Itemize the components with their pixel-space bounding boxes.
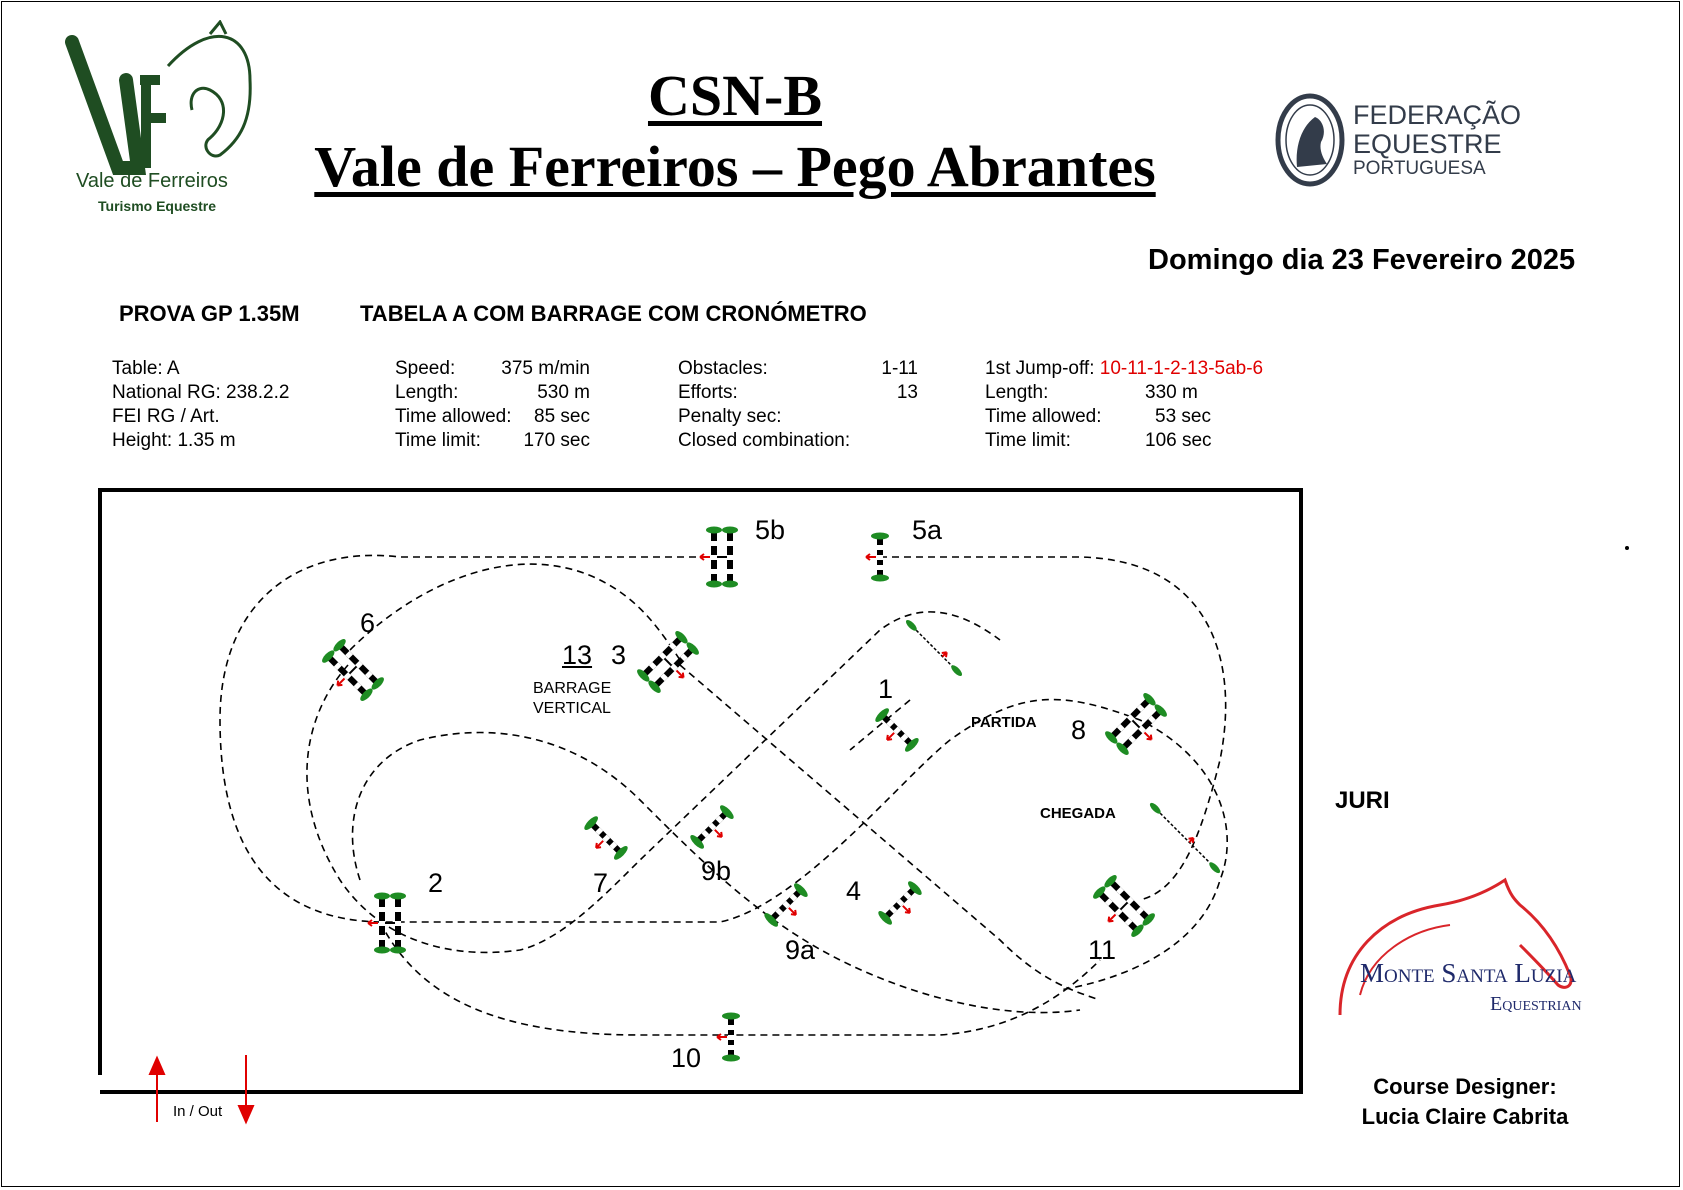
spec-efforts-value: 13 [896,382,918,403]
label-start: PARTIDA [971,714,1037,731]
spec-jumpoff-label: 1st Jump-off: [985,358,1095,379]
obstacle-1 [870,706,921,757]
prova-label: PROVA GP 1.35M [119,301,300,326]
federation-line-3: PORTUGUESA [1353,158,1486,179]
label-obstacle-9b: 9b [701,856,732,886]
spec-obstacles-value: 1-11 [881,358,918,379]
logo-tagline: Turismo Equestre [98,198,216,214]
label-obstacle-1: 1 [878,674,894,704]
obstacle-4 [876,879,927,930]
spec-fei-rg: FEI RG / Art. [112,406,220,427]
spec-time-allowed-label: Time allowed: [395,406,512,427]
label-obstacle-7: 7 [593,868,609,898]
logo-name: Vale de Ferreiros [76,170,228,192]
track-top-left [350,564,680,660]
designer-name: Lucia Claire Cabrita [1361,1104,1569,1129]
spec-efforts-label: Efforts: [678,382,738,403]
label-obstacle-2: 2 [428,868,444,898]
label-in-out: In / Out [173,1103,223,1120]
track-bottom [380,922,1100,1035]
federation-line-2: EQUESTRE [1353,129,1502,159]
label-obstacle-3: 3 [611,640,627,670]
track-start-line [850,700,910,750]
spec-time-limit-label: Time limit: [395,430,481,451]
spec-length-label: Length: [395,382,459,403]
page-title: CSN-B [647,63,823,128]
spec-jo-length-label: Length: [985,382,1049,403]
label-obstacle-11: 11 [1088,935,1117,965]
spec-length-value: 530 m [537,382,590,403]
track-loop-right [880,557,1226,900]
obstacle-9b [688,803,739,854]
sponsor-sub: Equestrian [1490,993,1582,1015]
label-obstacle-5b: 5b [755,515,786,545]
obstacle-2 [368,893,406,954]
federation-line-1: FEDERAÇÃO [1353,100,1522,130]
arrow-out-icon [239,1055,253,1122]
spec-jumpoff-value: 10-11-1-2-13-5ab-6 [1099,358,1264,379]
spec-time-allowed-value: 85 sec [534,406,590,427]
juri-label: JURI [1335,787,1390,814]
label-barrage-number: 13 [562,640,593,670]
designer-title: Course Designer: [1373,1074,1557,1099]
spec-jo-length-value: 330 m [1145,382,1198,403]
label-barrage: BARRAGE [533,680,612,697]
finish-line-marker [1148,799,1224,875]
obstacle-8 [1103,691,1173,761]
spec-speed-label: Speed: [395,358,456,379]
obstacle-11 [1087,873,1157,943]
label-obstacle-10: 10 [671,1043,702,1073]
spec-jo-time-allowed-value: 53 sec [1155,406,1211,427]
event-date: Domingo dia 23 Fevereiro 2025 [1148,244,1576,276]
obstacle-7 [579,814,630,865]
label-obstacle-5a: 5a [912,515,943,545]
spec-time-limit-value: 170 sec [523,430,590,451]
dot-mark [1625,546,1629,550]
obstacle-5b [700,527,738,588]
tabela-label: TABELA A COM BARRAGE COM CRONÓMETRO [360,301,867,326]
obstacle-3 [635,629,705,699]
label-obstacle-6: 6 [360,608,376,638]
label-obstacle-4: 4 [846,876,862,906]
spec-speed-value: 375 m/min [501,358,590,379]
spec-penalty-label: Penalty sec: [678,406,782,427]
label-barrage-vertical: VERTICAL [533,700,611,717]
course-designer [1340,1072,1590,1132]
start-line-marker [904,616,966,678]
page-subtitle: Vale de Ferreiros – Pego Abrantes [314,134,1156,199]
label-finish: CHEGADA [1040,805,1116,822]
spec-obstacles-label: Obstacles: [678,358,768,379]
spec-national-rg: National RG: 238.2.2 [112,382,290,403]
spec-jo-time-allowed-label: Time allowed: [985,406,1102,427]
spec-jo-time-limit-value: 106 sec [1145,430,1212,451]
track-diagonal-b [680,665,1100,1000]
spec-closed-combination-label: Closed combination: [678,430,851,451]
label-obstacle-8: 8 [1071,715,1087,745]
spec-height: Height: 1.35 m [112,430,236,451]
sponsor-name: Monte Santa Luzia [1360,958,1577,988]
label-obstacle-9a: 9a [785,935,816,965]
spec-table: Table: A [112,358,180,379]
spec-jo-time-limit-label: Time limit: [985,430,1071,451]
arena-outline [100,490,1301,1092]
obstacle-10 [717,1013,740,1062]
